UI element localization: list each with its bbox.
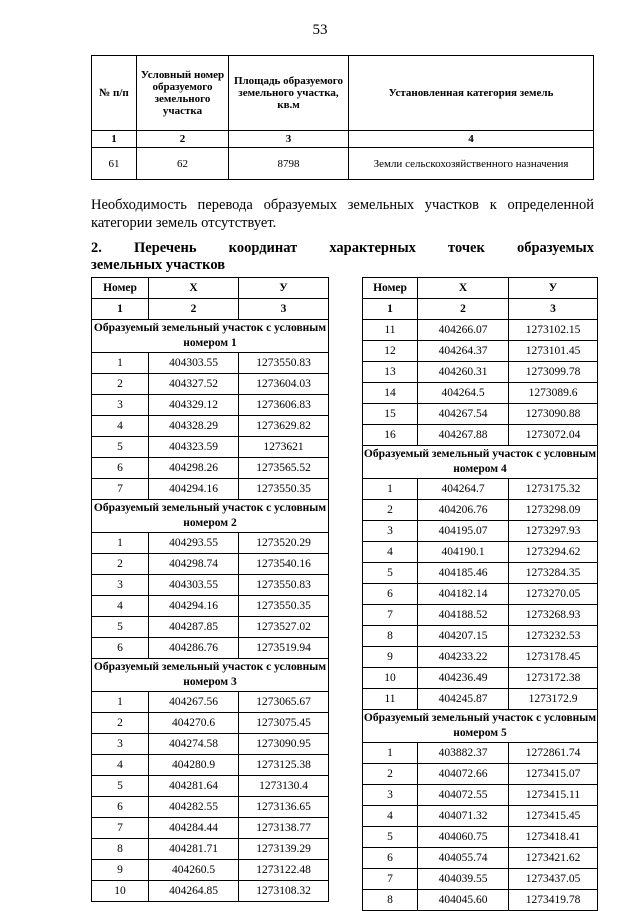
- x-coordinate: 404264.5: [418, 383, 509, 404]
- x-coordinate: 404182.14: [418, 584, 509, 605]
- point-number: 14: [363, 383, 418, 404]
- y-coordinate: 1273090.95: [239, 734, 329, 755]
- coordinate-row: [92, 416, 329, 437]
- y-coordinate: 1273606.83: [239, 395, 329, 416]
- x-coordinate: 404266.07: [418, 320, 509, 341]
- column-number: 3: [509, 299, 598, 320]
- point-number: 1: [92, 353, 149, 374]
- point-number: 1: [363, 479, 418, 500]
- point-number: 9: [363, 647, 418, 668]
- x-coordinate: 404294.16: [149, 596, 239, 617]
- y-coordinate: 1273415.45: [509, 806, 598, 827]
- point-number: 7: [363, 605, 418, 626]
- coordinate-row: [92, 860, 329, 881]
- plot-section-title: [92, 659, 329, 692]
- point-number: 8: [363, 626, 418, 647]
- column-header: Номер: [363, 278, 418, 299]
- point-number: 5: [92, 617, 149, 638]
- coordinates-table-left: [91, 277, 329, 902]
- y-coordinate: 1273099.78: [509, 362, 598, 383]
- y-coordinate: 1273090.88: [509, 404, 598, 425]
- y-coordinate: 1273268.93: [509, 605, 598, 626]
- column-number: 3: [229, 131, 349, 148]
- column-header: У: [509, 278, 598, 299]
- point-number: 7: [92, 479, 149, 500]
- coordinate-row: [363, 521, 598, 542]
- point-number: 4: [92, 596, 149, 617]
- point-number: 16: [363, 425, 418, 446]
- x-coordinate: 404327.52: [149, 374, 239, 395]
- point-number: 10: [363, 668, 418, 689]
- header-conditional-number: Условный номер образуемого земельного участка: [137, 56, 229, 131]
- coordinate-row: [363, 341, 598, 362]
- y-coordinate: 1273122.48: [239, 860, 329, 881]
- y-coordinate: 1273520.29: [239, 533, 329, 554]
- column-number: 3: [239, 299, 329, 320]
- y-coordinate: 1273072.04: [509, 425, 598, 446]
- y-coordinate: 1273172.9: [509, 689, 598, 710]
- coordinate-row: [92, 755, 329, 776]
- coordinate-row: [363, 605, 598, 626]
- y-coordinate: 1273130.4: [239, 776, 329, 797]
- column-number: 1: [92, 131, 137, 148]
- y-coordinate: 1273178.45: [509, 647, 598, 668]
- column-header: X: [149, 278, 239, 299]
- x-coordinate: 404293.55: [149, 533, 239, 554]
- coordinate-row: [363, 668, 598, 689]
- y-coordinate: 1273565.52: [239, 458, 329, 479]
- point-number: 2: [363, 500, 418, 521]
- coordinate-row: [92, 533, 329, 554]
- point-number: 6: [92, 458, 149, 479]
- x-coordinate: 404284.44: [149, 818, 239, 839]
- x-coordinate: 404287.85: [149, 617, 239, 638]
- coordinate-row: [363, 362, 598, 383]
- point-number: 10: [92, 881, 149, 902]
- point-number: 6: [92, 797, 149, 818]
- x-coordinate: 404072.55: [418, 785, 509, 806]
- column-header: X: [418, 278, 509, 299]
- x-coordinate: 404190.1: [418, 542, 509, 563]
- table-header-row: [92, 278, 329, 299]
- point-number: 8: [92, 839, 149, 860]
- y-coordinate: 1273075.45: [239, 713, 329, 734]
- plot-section-title: [92, 500, 329, 533]
- x-coordinate: 404264.7: [418, 479, 509, 500]
- column-number-row: [363, 299, 598, 320]
- coordinate-row: [363, 542, 598, 563]
- point-number: 3: [92, 734, 149, 755]
- column-header: У: [239, 278, 329, 299]
- x-coordinate: 404281.71: [149, 839, 239, 860]
- coordinate-row: [92, 797, 329, 818]
- column-number: 2: [418, 299, 509, 320]
- heading-word: Перечень: [134, 240, 197, 256]
- y-coordinate: 1273270.05: [509, 584, 598, 605]
- point-number: 6: [363, 848, 418, 869]
- coordinate-row: [92, 575, 329, 596]
- y-coordinate: 1273298.09: [509, 500, 598, 521]
- coordinate-row: [92, 458, 329, 479]
- x-coordinate: 404039.55: [418, 869, 509, 890]
- x-coordinate: 404188.52: [418, 605, 509, 626]
- y-coordinate: 1273138.77: [239, 818, 329, 839]
- section-heading: [91, 240, 594, 274]
- point-number: 3: [92, 395, 149, 416]
- point-number: 3: [92, 575, 149, 596]
- x-coordinate: 404303.55: [149, 575, 239, 596]
- row-number: 61: [92, 148, 137, 180]
- coordinate-row: [363, 563, 598, 584]
- x-coordinate: 404233.22: [418, 647, 509, 668]
- y-coordinate: 1273125.38: [239, 755, 329, 776]
- x-coordinate: 404280.9: [149, 755, 239, 776]
- x-coordinate: 404274.58: [149, 734, 239, 755]
- land-category-table: [91, 55, 594, 180]
- y-coordinate: 1273297.93: [509, 521, 598, 542]
- y-coordinate: 1273527.02: [239, 617, 329, 638]
- point-number: 3: [363, 521, 418, 542]
- x-coordinate: 404207.15: [418, 626, 509, 647]
- coordinate-row: [92, 596, 329, 617]
- coordinate-row: [92, 734, 329, 755]
- page-number: 53: [312, 22, 328, 38]
- x-coordinate: 404072.66: [418, 764, 509, 785]
- coordinate-row: [363, 584, 598, 605]
- coordinate-row: [363, 383, 598, 404]
- y-coordinate: 1273421.62: [509, 848, 598, 869]
- y-coordinate: 1273629.82: [239, 416, 329, 437]
- point-number: 5: [92, 437, 149, 458]
- point-number: 8: [363, 890, 418, 911]
- point-number: 12: [363, 341, 418, 362]
- y-coordinate: 1273415.07: [509, 764, 598, 785]
- point-number: 11: [363, 689, 418, 710]
- table-header-row: [363, 278, 598, 299]
- section-title: Образуемый земельный участок с условным номером 1: [92, 320, 329, 353]
- y-coordinate: 1273418.41: [509, 827, 598, 848]
- plot-section-title: [363, 446, 598, 479]
- point-number: 13: [363, 362, 418, 383]
- plot-section-title: [363, 710, 598, 743]
- y-coordinate: 1273550.83: [239, 353, 329, 374]
- coordinate-row: [363, 404, 598, 425]
- x-coordinate: 404185.46: [418, 563, 509, 584]
- x-coordinate: 404328.29: [149, 416, 239, 437]
- point-number: 3: [363, 785, 418, 806]
- coordinate-row: [363, 806, 598, 827]
- y-coordinate: 1273172.38: [509, 668, 598, 689]
- heading-word: образуемых: [516, 240, 594, 256]
- coordinate-row: [92, 776, 329, 797]
- point-number: 7: [363, 869, 418, 890]
- header-area: Площадь образуемого земельного участка, кв.м: [229, 56, 349, 131]
- x-coordinate: 404260.31: [418, 362, 509, 383]
- coordinate-row: [92, 713, 329, 734]
- coordinate-row: [363, 320, 598, 341]
- column-number: 1: [363, 299, 418, 320]
- point-number: 1: [92, 533, 149, 554]
- y-coordinate: 1273604.03: [239, 374, 329, 395]
- column-number: 2: [137, 131, 229, 148]
- x-coordinate: 404286.76: [149, 638, 239, 659]
- land-category: Земли сельскохозяйственного назначения: [349, 148, 594, 180]
- coordinate-row: [92, 692, 329, 713]
- x-coordinate: 404206.76: [418, 500, 509, 521]
- x-coordinate: 404071.32: [418, 806, 509, 827]
- heading-word: 2.: [91, 240, 102, 256]
- y-coordinate: 1273550.35: [239, 479, 329, 500]
- x-coordinate: 404264.37: [418, 341, 509, 362]
- plot-area: 8798: [229, 148, 349, 180]
- heading-word: характерных: [329, 240, 416, 256]
- coordinate-row: [92, 437, 329, 458]
- y-coordinate: 1273175.32: [509, 479, 598, 500]
- point-number: 1: [92, 692, 149, 713]
- point-number: 15: [363, 404, 418, 425]
- x-coordinate: 404045.60: [418, 890, 509, 911]
- x-coordinate: 404060.75: [418, 827, 509, 848]
- y-coordinate: 1273621: [239, 437, 329, 458]
- coordinate-row: [363, 890, 598, 911]
- x-coordinate: 404281.64: [149, 776, 239, 797]
- section-title: Образуемый земельный участок с условным номером 3: [92, 659, 329, 692]
- x-coordinate: 404303.55: [149, 353, 239, 374]
- x-coordinate: 404264.85: [149, 881, 239, 902]
- coordinate-row: [363, 647, 598, 668]
- point-number: 5: [363, 563, 418, 584]
- x-coordinate: 404298.74: [149, 554, 239, 575]
- header-number: № п/п: [92, 56, 137, 131]
- y-coordinate: 1273089.6: [509, 383, 598, 404]
- y-coordinate: 1273550.83: [239, 575, 329, 596]
- x-coordinate: 404323.59: [149, 437, 239, 458]
- section-title: Образуемый земельный участок с условным номером 2: [92, 500, 329, 533]
- coordinate-row: [92, 374, 329, 395]
- column-number: 2: [149, 299, 239, 320]
- y-coordinate: 1273519.94: [239, 638, 329, 659]
- coordinate-row: [363, 500, 598, 521]
- point-number: 4: [92, 755, 149, 776]
- x-coordinate: 403882.37: [418, 743, 509, 764]
- section-title: Образуемый земельный участок с условным номером 5: [363, 710, 598, 743]
- coordinate-row: [92, 818, 329, 839]
- point-number: 5: [92, 776, 149, 797]
- y-coordinate: 1273437.05: [509, 869, 598, 890]
- coordinate-row: [92, 881, 329, 902]
- point-number: 11: [363, 320, 418, 341]
- coordinate-row: [92, 395, 329, 416]
- coordinate-row: [92, 617, 329, 638]
- x-coordinate: 404195.07: [418, 521, 509, 542]
- x-coordinate: 404260.5: [149, 860, 239, 881]
- x-coordinate: 404055.74: [418, 848, 509, 869]
- x-coordinate: 404294.16: [149, 479, 239, 500]
- y-coordinate: 1273419.78: [509, 890, 598, 911]
- coordinate-row: [92, 638, 329, 659]
- coordinate-row: [363, 689, 598, 710]
- y-coordinate: 1273415.11: [509, 785, 598, 806]
- plot-section-title: [92, 320, 329, 353]
- y-coordinate: 1273284.35: [509, 563, 598, 584]
- column-number: 4: [349, 131, 594, 148]
- point-number: 1: [363, 743, 418, 764]
- point-number: 5: [363, 827, 418, 848]
- x-coordinate: 404245.87: [418, 689, 509, 710]
- point-number: 2: [92, 554, 149, 575]
- x-coordinate: 404267.88: [418, 425, 509, 446]
- x-coordinate: 404270.6: [149, 713, 239, 734]
- point-number: 2: [363, 764, 418, 785]
- y-coordinate: 1273065.67: [239, 692, 329, 713]
- y-coordinate: 1273540.16: [239, 554, 329, 575]
- y-coordinate: 1273136.65: [239, 797, 329, 818]
- point-number: 7: [92, 818, 149, 839]
- point-number: 6: [92, 638, 149, 659]
- header-land-category: Установленная категория земель: [349, 56, 594, 131]
- y-coordinate: 1273550.35: [239, 596, 329, 617]
- x-coordinate: 404267.54: [418, 404, 509, 425]
- y-coordinate: 1273294.62: [509, 542, 598, 563]
- heading-word: точек: [448, 240, 485, 256]
- x-coordinate: 404267.56: [149, 692, 239, 713]
- point-number: 9: [92, 860, 149, 881]
- x-coordinate: 404282.55: [149, 797, 239, 818]
- coordinate-row: [92, 839, 329, 860]
- coordinate-row: [363, 827, 598, 848]
- plot-number: 62: [137, 148, 229, 180]
- column-header: Номер: [92, 278, 149, 299]
- coordinate-row: [92, 554, 329, 575]
- heading-word: координат: [228, 240, 298, 256]
- point-number: 2: [92, 374, 149, 395]
- point-number: 4: [363, 542, 418, 563]
- coordinate-row: [363, 479, 598, 500]
- coordinate-row: [363, 425, 598, 446]
- heading-line-2: земельных участков: [91, 257, 226, 273]
- coordinate-row: [92, 479, 329, 500]
- x-coordinate: 404329.12: [149, 395, 239, 416]
- x-coordinate: 404236.49: [418, 668, 509, 689]
- coordinate-row: [363, 743, 598, 764]
- y-coordinate: 1273102.15: [509, 320, 598, 341]
- coordinate-row: [363, 848, 598, 869]
- coordinates-table-right: [362, 277, 598, 911]
- column-number: 1: [92, 299, 149, 320]
- point-number: 2: [92, 713, 149, 734]
- coordinate-row: [363, 785, 598, 806]
- y-coordinate: 1273108.32: [239, 881, 329, 902]
- point-number: 6: [363, 584, 418, 605]
- coordinate-row: [363, 626, 598, 647]
- point-number: 4: [92, 416, 149, 437]
- paragraph-text: Необходимость перевода образуемых земельных участков к определенной категории земель отсутствует.: [91, 197, 594, 231]
- point-number: 4: [363, 806, 418, 827]
- x-coordinate: 404298.26: [149, 458, 239, 479]
- y-coordinate: 1272861.74: [509, 743, 598, 764]
- y-coordinate: 1273101.45: [509, 341, 598, 362]
- y-coordinate: 1273139.29: [239, 839, 329, 860]
- coordinate-row: [92, 353, 329, 374]
- section-title: Образуемый земельный участок с условным номером 4: [363, 446, 598, 479]
- column-number-row: [92, 299, 329, 320]
- coordinate-row: [363, 869, 598, 890]
- coordinate-row: [363, 764, 598, 785]
- y-coordinate: 1273232.53: [509, 626, 598, 647]
